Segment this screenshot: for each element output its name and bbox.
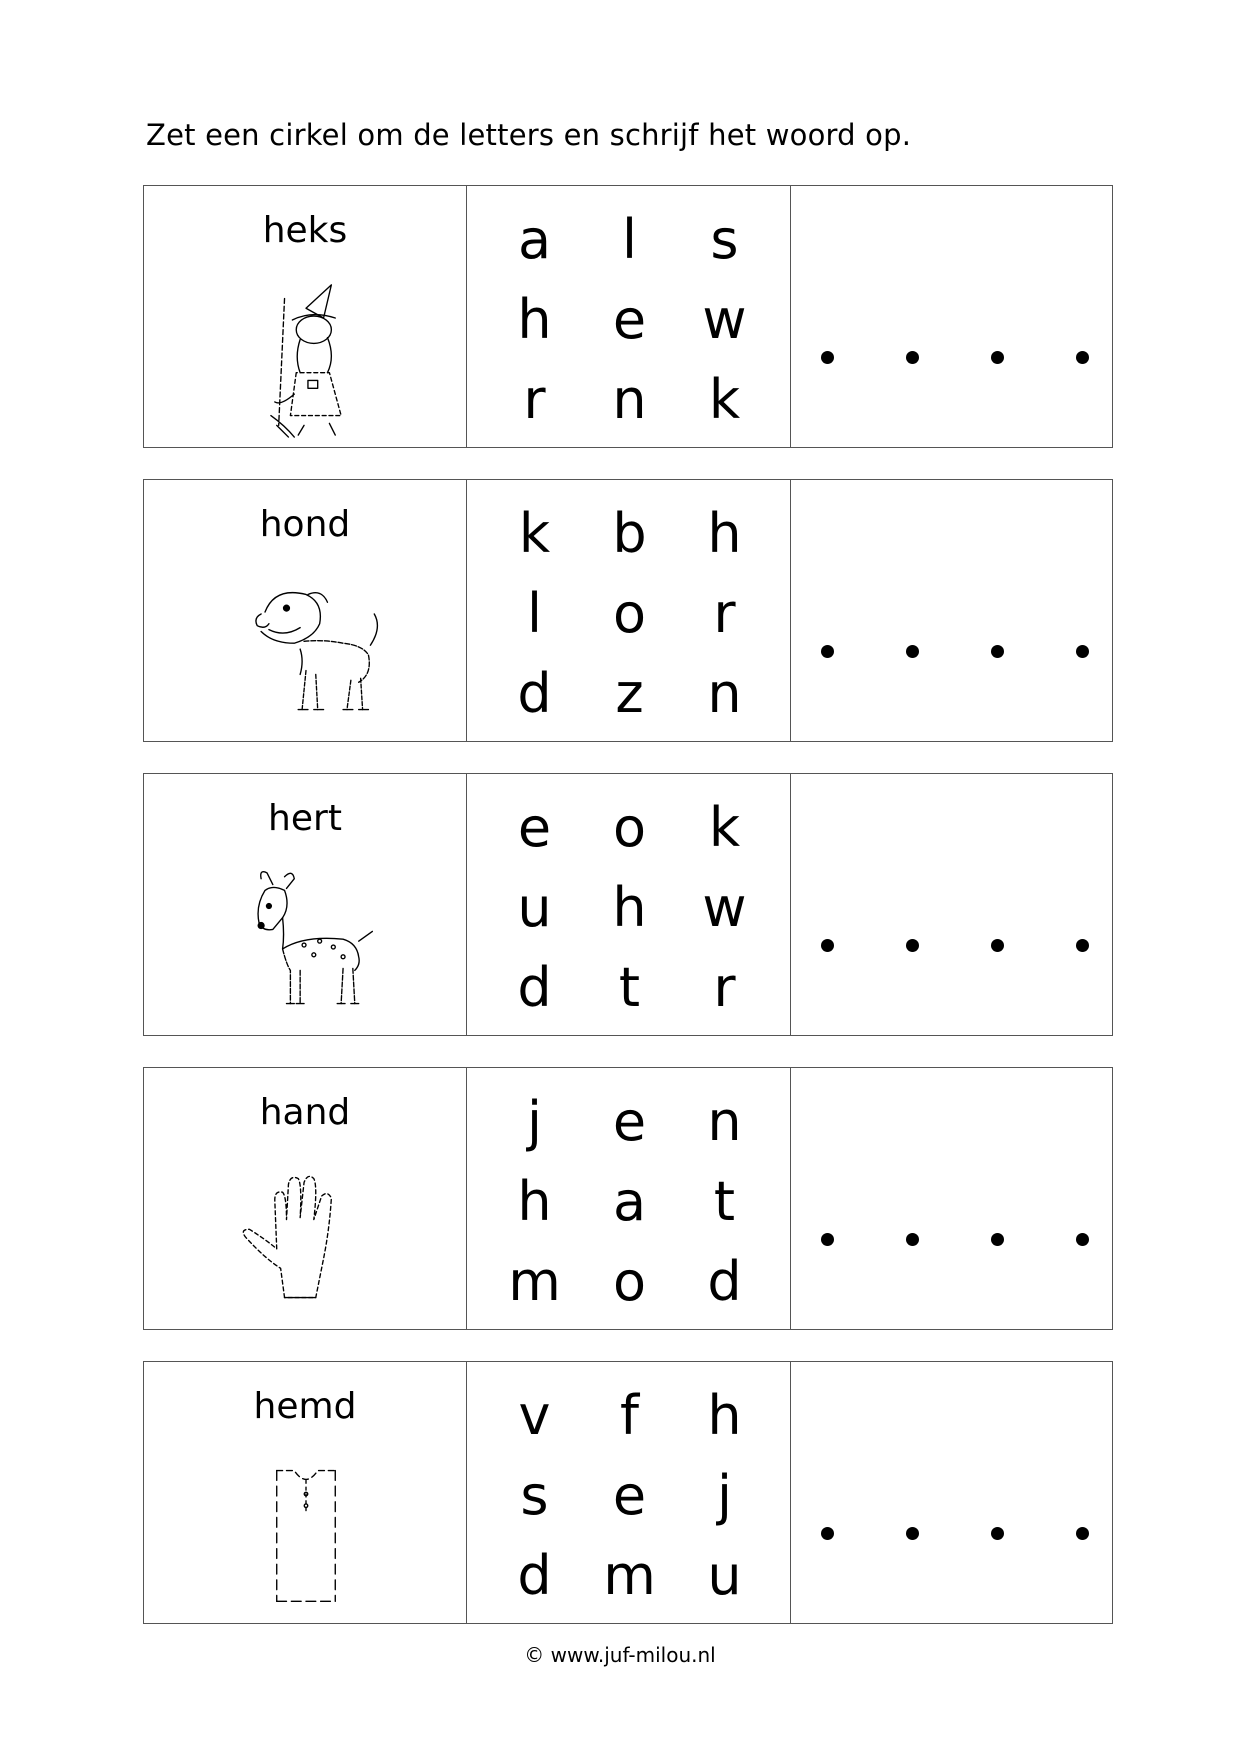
letter-option[interactable]: e (517, 796, 552, 859)
letter-grid-cell (467, 774, 791, 1035)
deer-icon (226, 866, 386, 1028)
word-cell (144, 480, 467, 741)
answer-dot (906, 1527, 919, 1540)
letter-option[interactable]: n (707, 1090, 742, 1153)
letter-option[interactable]: d (707, 1250, 742, 1313)
answer-field[interactable] (791, 1068, 1112, 1329)
letter-option[interactable]: a (612, 1170, 647, 1233)
letter-option[interactable]: l (526, 582, 542, 645)
exercise-row (143, 773, 1113, 1036)
letter-option[interactable]: d (517, 956, 552, 1019)
letter-option[interactable]: m (508, 1250, 561, 1313)
answer-dots (791, 351, 1112, 371)
letter-option[interactable]: w (702, 876, 747, 939)
answer-dot (991, 645, 1004, 658)
copyright-footer: © www.juf-milou.nl (524, 1643, 716, 1667)
letter-option[interactable]: j (526, 1090, 542, 1153)
answer-dot (991, 939, 1004, 952)
dog-icon (226, 572, 386, 734)
letter-option[interactable]: h (707, 502, 742, 565)
answer-dot (906, 645, 919, 658)
word-cell (144, 1068, 467, 1329)
letter-option[interactable]: h (707, 1384, 742, 1447)
letter-grid-cell (467, 1068, 791, 1329)
letter-option[interactable]: v (518, 1384, 551, 1447)
answer-field[interactable] (791, 774, 1112, 1035)
letter-option[interactable]: h (517, 1170, 552, 1233)
target-word: hand (259, 1092, 351, 1133)
letter-option[interactable]: r (713, 956, 736, 1019)
hand-icon (226, 1160, 386, 1322)
letter-option[interactable]: o (612, 796, 647, 859)
instruction-text: Zet een cirkel om de letters en schrijf het woord op. (146, 118, 912, 152)
letter-option[interactable]: h (612, 876, 647, 939)
answer-dot (821, 351, 834, 364)
letter-option[interactable]: d (517, 1544, 552, 1607)
letter-option[interactable]: d (517, 662, 552, 725)
letter-option[interactable]: z (615, 662, 644, 725)
answer-dot (991, 351, 1004, 364)
letter-option[interactable]: b (612, 502, 647, 565)
letter-grid (487, 1376, 772, 1616)
letter-option[interactable]: l (621, 208, 637, 271)
answer-dot (906, 939, 919, 952)
exercise-row (143, 185, 1113, 448)
letter-grid (487, 788, 772, 1028)
answer-dot (991, 1527, 1004, 1540)
answer-dot (1076, 645, 1089, 658)
letter-grid-cell (467, 480, 791, 741)
answer-dot (906, 351, 919, 364)
word-cell (144, 1362, 467, 1623)
shirt-icon (226, 1454, 386, 1616)
letter-option[interactable]: n (707, 662, 742, 725)
letter-grid-cell (467, 1362, 791, 1623)
answer-dot (1076, 1233, 1089, 1246)
letter-option[interactable]: k (518, 502, 551, 565)
letter-option[interactable]: o (612, 1250, 647, 1313)
answer-dot (1076, 351, 1089, 364)
answer-field[interactable] (791, 186, 1112, 447)
answer-dots (791, 1527, 1112, 1547)
letter-option[interactable]: j (716, 1464, 732, 1527)
letter-option[interactable]: s (710, 208, 739, 271)
answer-dot (821, 645, 834, 658)
target-word: hert (268, 798, 342, 839)
letter-option[interactable]: m (603, 1544, 656, 1607)
answer-field[interactable] (791, 480, 1112, 741)
answer-dots (791, 1233, 1112, 1253)
letter-option[interactable]: k (708, 368, 741, 431)
letter-option[interactable]: u (707, 1544, 742, 1607)
answer-dots (791, 645, 1112, 665)
letter-option[interactable]: e (612, 1464, 647, 1527)
answer-dot (1076, 939, 1089, 952)
letter-option[interactable]: r (523, 368, 546, 431)
answer-dot (906, 1233, 919, 1246)
exercise-row (143, 479, 1113, 742)
letter-option[interactable]: a (517, 208, 552, 271)
letter-grid-cell (467, 186, 791, 447)
letter-option[interactable]: e (612, 1090, 647, 1153)
answer-dot (991, 1233, 1004, 1246)
target-word: heks (262, 210, 348, 251)
letter-option[interactable]: w (702, 288, 747, 351)
letter-option[interactable]: e (612, 288, 647, 351)
answer-field[interactable] (791, 1362, 1112, 1623)
word-cell (144, 186, 467, 447)
exercise-row (143, 1067, 1113, 1330)
letter-option[interactable]: u (517, 876, 552, 939)
exercise-row (143, 1361, 1113, 1624)
letter-option[interactable]: h (517, 288, 552, 351)
answer-dot (821, 939, 834, 952)
letter-option[interactable]: f (619, 1384, 639, 1447)
letter-grid (487, 1082, 772, 1322)
letter-grid (487, 494, 772, 734)
target-word: hemd (253, 1386, 357, 1427)
letter-grid (487, 200, 772, 440)
word-cell (144, 774, 467, 1035)
witch-icon (226, 278, 386, 440)
answer-dot (821, 1233, 834, 1246)
answer-dot (821, 1527, 834, 1540)
letter-option[interactable]: t (618, 956, 641, 1019)
letter-option[interactable]: k (708, 796, 741, 859)
answer-dots (791, 939, 1112, 959)
target-word: hond (259, 504, 351, 545)
letter-option[interactable]: r (713, 582, 736, 645)
letter-option[interactable]: s (520, 1464, 549, 1527)
letter-option[interactable]: n (612, 368, 647, 431)
letter-option[interactable]: o (612, 582, 647, 645)
answer-dot (1076, 1527, 1089, 1540)
letter-option[interactable]: t (713, 1170, 736, 1233)
